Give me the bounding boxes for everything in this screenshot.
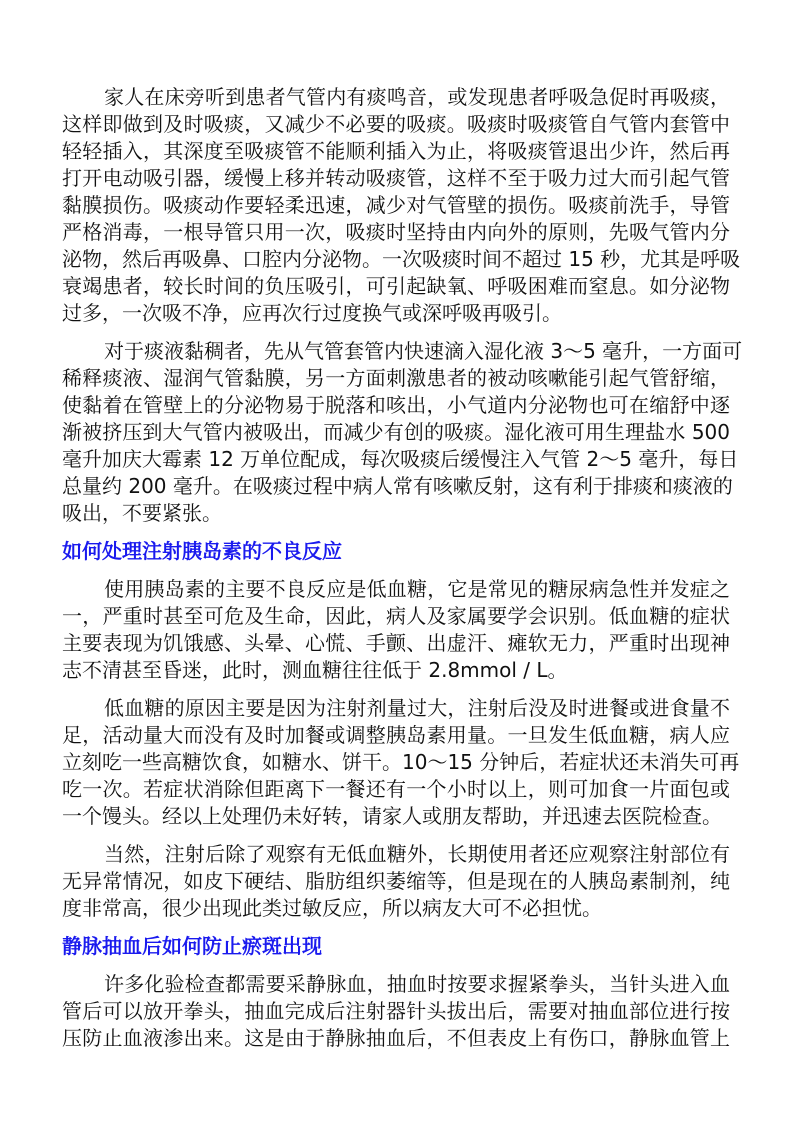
paragraph xyxy=(62,338,743,527)
paragraph xyxy=(62,84,741,327)
text-line: 对于痰液黏稠者，先从气管套管内快速滴入湿化液 3～5 毫升，一方面可 xyxy=(104,339,743,363)
text-line: 当然，注射后除了观察有无低血糖外，长期使用者还应观察注射部位有 xyxy=(104,842,730,866)
text-line: 使用胰岛素的主要不良反应是低血糖，它是常见的糖尿病急性并发症之 xyxy=(104,577,730,601)
text-line: 过多，一次吸不净，应再次行过度换气或深呼吸再吸引。 xyxy=(62,301,562,325)
text-line: 渐被挤压到大气管内被吸出，而减少有创的吸痰。湿化液可用生理盐水 500 xyxy=(62,420,730,444)
paragraph xyxy=(62,695,740,830)
text-line: 管后可以放开拳头，抽血完成后注射器针头拔出后，需要对抽血部位进行按 xyxy=(62,999,730,1023)
text-line: 足，活动量大而没有及时加餐或调整胰岛素用量。一旦发生低血糖，病人应 xyxy=(62,723,730,747)
paragraph xyxy=(62,971,730,1052)
text-line: 立刻吃一些高糖饮食，如糖水、饼干。10～15 分钟后，若症状还未消失可再 xyxy=(62,750,740,774)
text-line: 轻轻插入，其深度至吸痰管不能顺利插入为止，将吸痰管退出少许，然后再 xyxy=(62,139,730,163)
text-line: 泌物，然后再吸鼻、口腔内分泌物。一次吸痰时间不超过 15 秒，尤其是呼吸 xyxy=(62,247,741,271)
text-line: 压防止血液渗出来。这是由于静脉抽血后，不但表皮上有伤口，静脉血管上 xyxy=(62,1026,730,1050)
text-line: 严格消毒，一根导管只用一次，吸痰时坚持由内向外的原则，先吸气管内分 xyxy=(62,220,730,244)
text-line: 毫升加庆大霉素 12 万单位配成，每次吸痰后缓慢注入气管 2～5 毫升，每日 xyxy=(62,447,739,471)
text-line: 黏膜损伤。吸痰动作要轻柔迅速，减少对气管壁的损伤。吸痰前洗手，导管 xyxy=(62,193,730,217)
text-line: 衰竭患者，较长时间的负压吸引，可引起缺氧、呼吸困难而窒息。如分泌物 xyxy=(62,274,730,298)
text-line: 许多化验检查都需要采静脉血，抽血时按要求握紧拳头，当针头进入血 xyxy=(104,972,730,996)
text-line: 吸出，不要紧张。 xyxy=(62,501,222,525)
text-line: 度非常高，很少出现此类过敏反应，所以病友大可不必担忧。 xyxy=(62,896,602,920)
paragraph xyxy=(62,841,730,922)
text-line: 低血糖的原因主要是因为注射剂量过大，注射后没及时进餐或进食量不 xyxy=(104,696,730,720)
section-heading: 静脉抽血后如何防止瘀斑出现 xyxy=(62,934,322,958)
text-line: 家人在床旁听到患者气管内有痰鸣音，或发现患者呼吸急促时再吸痰， xyxy=(104,85,730,109)
text-line: 一个馒头。经以上处理仍未好转，请家人或朋友帮助，并迅速去医院检查。 xyxy=(62,804,722,828)
text-line: 志不清甚至昏迷，此时，测血糖往往低于 2.8mmol / L。 xyxy=(62,658,568,682)
paragraph xyxy=(62,576,730,684)
text-line: 打开电动吸引器，缓慢上移并转动吸痰管，这样不至于吸力过大而引起气管 xyxy=(62,166,730,190)
text-line: 稀释痰液、湿润气管黏膜，另一方面刺激患者的被动咳嗽能引起气管舒缩， xyxy=(62,366,730,390)
section-heading: 如何处理注射胰岛素的不良反应 xyxy=(62,539,342,563)
text-line: 无异常情况，如皮下硬结、脂肪组织萎缩等，但是现在的人胰岛素制剂，纯 xyxy=(62,869,730,893)
text-line: 这样即做到及时吸痰，又减少不必要的吸痰。吸痰时吸痰管自气管内套管中 xyxy=(62,112,730,136)
text-line: 主要表现为饥饿感、头晕、心慌、手颤、出虚汗、瘫软无力，严重时出现神 xyxy=(62,631,730,655)
text-line: 使黏着在管壁上的分泌物易于脱落和咳出，小气道内分泌物也可在缩舒中逐 xyxy=(62,393,730,417)
text-line: 一，严重时甚至可危及生命，因此，病人及家属要学会识别。低血糖的症状 xyxy=(62,604,730,628)
text-line: 总量约 200 毫升。在吸痰过程中病人常有咳嗽反射，这有利于排痰和痰液的 xyxy=(62,474,733,498)
text-line: 吃一次。若症状消除但距离下一餐还有一个小时以上，则可加食一片面包或 xyxy=(62,777,730,801)
document-page xyxy=(62,84,743,1063)
